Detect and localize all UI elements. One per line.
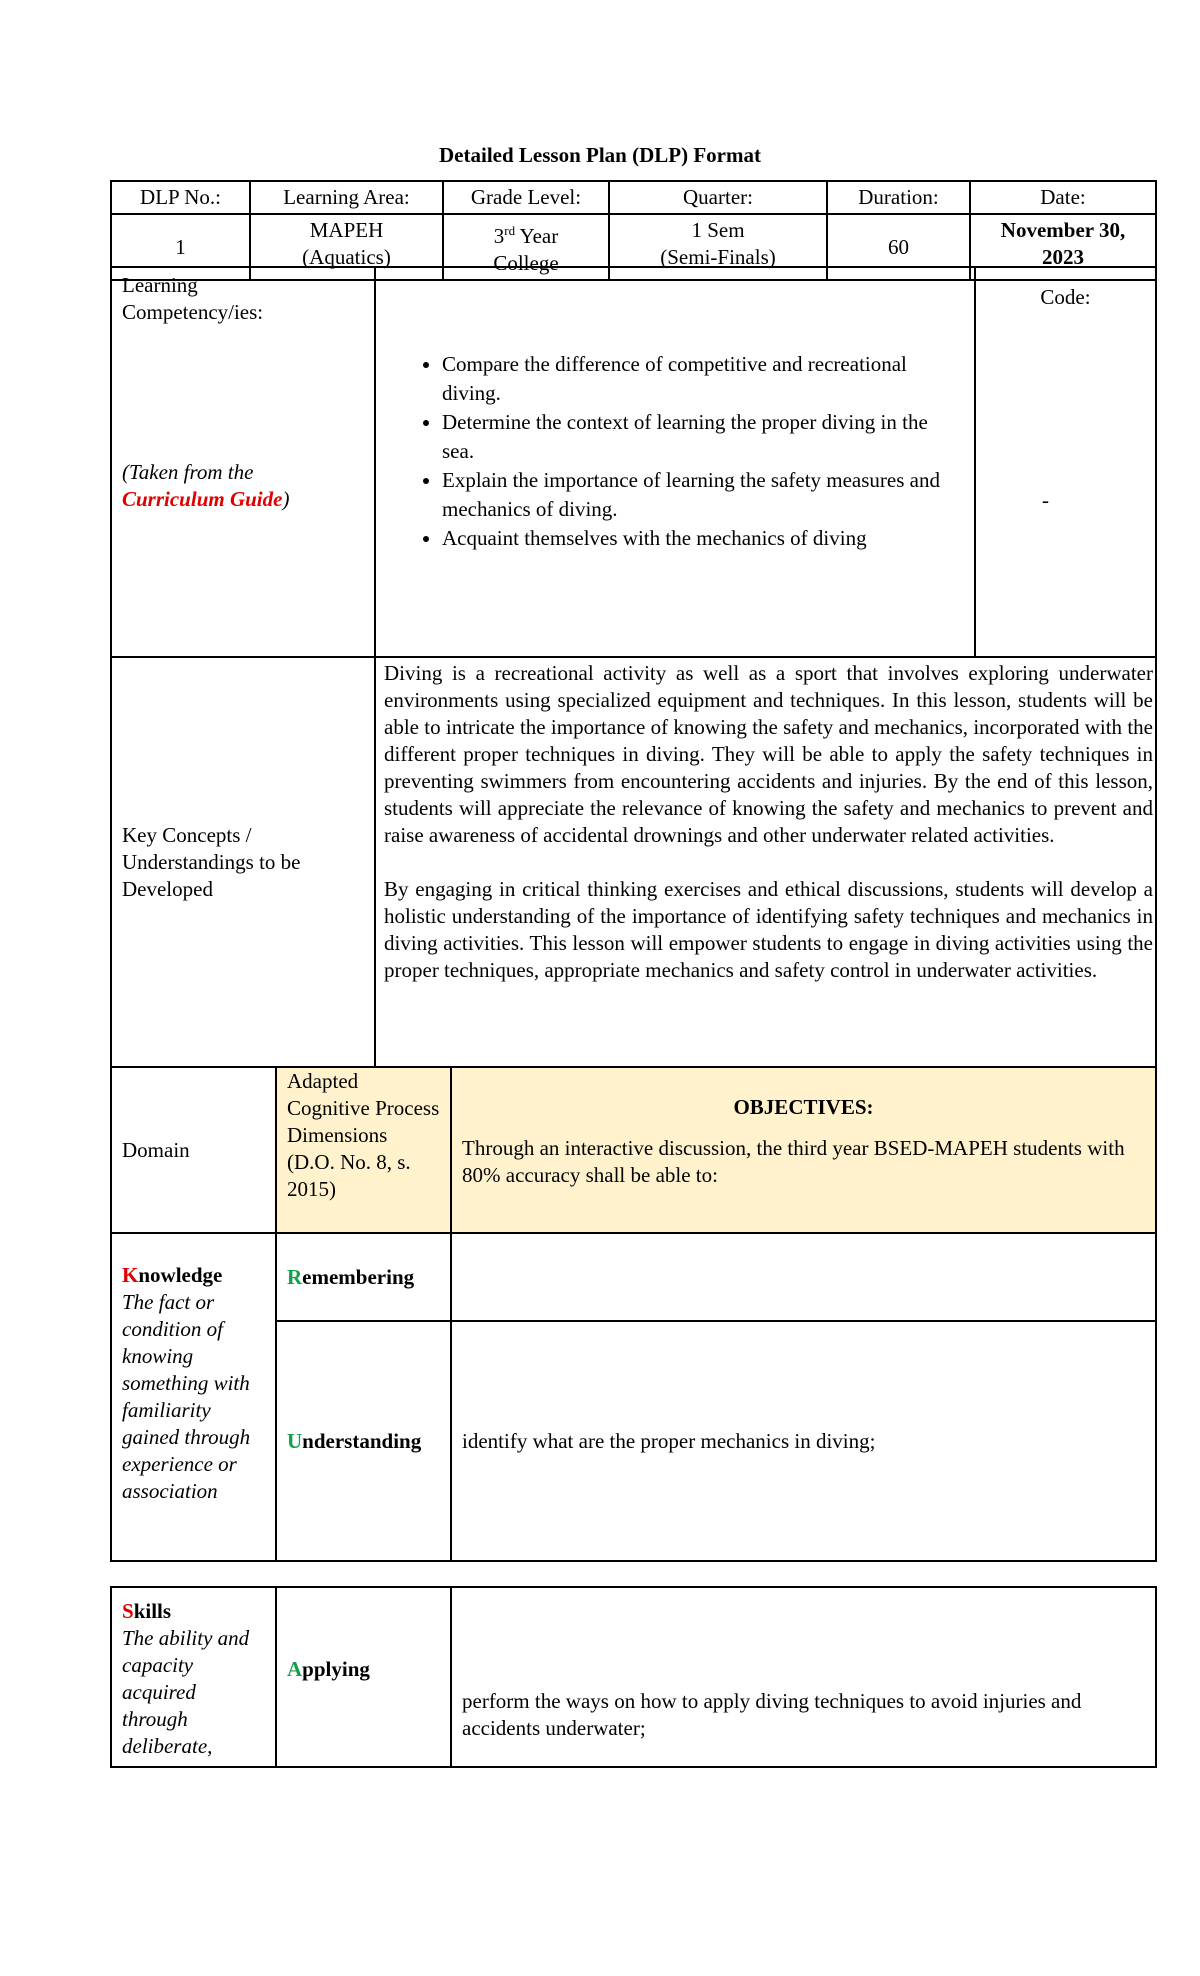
key-concepts-table: [110, 656, 1157, 1068]
curriculum-guide-text: Curriculum Guide: [122, 487, 283, 511]
date-line-1: November 30,: [1000, 218, 1126, 242]
objectives-header-cell: [451, 1067, 1156, 1233]
taken-from-prefix: (Taken from the: [122, 460, 254, 484]
code-label: Code:: [1040, 285, 1091, 309]
understanding-cell: [276, 1321, 451, 1561]
knowledge-definition: The fact or condition of knowing something with familiarity gained through experience or association: [122, 1290, 251, 1503]
key-concepts-label-cell: [111, 657, 375, 1067]
objectives-title: OBJECTIVES:: [733, 1095, 874, 1119]
skills-initial: S: [122, 1599, 134, 1623]
label-duration: Duration:: [827, 181, 970, 214]
skills-rest: kills: [133, 1599, 172, 1623]
skills-definition: The ability and capacity acquired through deliberate,: [122, 1626, 250, 1758]
competency-label-line-1: Learning: [122, 273, 198, 297]
key-concepts-label-line-3: Developed: [122, 876, 213, 901]
value-duration: 60: [827, 214, 970, 280]
knowledge-rest: nowledge: [138, 1263, 223, 1287]
code-cell: [975, 267, 1156, 657]
grade-suffix: Year: [515, 224, 559, 248]
competency-item: • Acquaint themselves with the mechanics of diving: [442, 524, 964, 553]
skills-table: [110, 1586, 1157, 1768]
applying-objective-cell: perform the ways on how to apply diving techniques to avoid injuries and accidents underwater;: [451, 1587, 1156, 1767]
key-concepts-label-line-2: Understandings to be: [122, 849, 301, 874]
key-concepts-paragraph-1: Diving is a recreational activity as well as a sport that involves exploring underwater environments using specialized equipment and techniques. In this lesson, students will be able to intricate the importance of knowing the safety and mechanics, incorporated with the different proper techniques in diving. They will be able to apply the safety techniques in preventing swimmers from encountering accidents and injuries. By the end of this lesson, students will appreciate the relevance of knowing the safety and mechanics to prevent and raise awareness of accidental drownings and other underwater related activities.: [384, 661, 1153, 847]
applying-rest: pplying: [302, 1657, 370, 1681]
understanding-initial: U: [287, 1428, 303, 1453]
remembering-rest: emembering: [302, 1264, 415, 1289]
applying-initial: A: [287, 1657, 303, 1681]
competency-label-cell: [111, 267, 375, 657]
knowledge-heading: [122, 1262, 265, 1289]
domain-label-cell: Domain: [111, 1067, 276, 1233]
quarter-line-1: 1 Sem: [691, 218, 745, 242]
document-title: Detailed Lesson Plan (DLP) Format: [439, 143, 761, 167]
key-concepts-paragraph-2: By engaging in critical thinking exercises and ethical discussions, students will develop a holistic understanding of the importance of identifying safety techniques and mechanics in diving activities. This lesson will empower students to engage in diving activities using the proper techniques, appropriate mechanics and safety control in underwater activities.: [384, 877, 1153, 982]
grade-number: 3: [493, 224, 505, 248]
key-concepts-label-line-1: Key Concepts /: [122, 822, 252, 847]
code-value: -: [1042, 488, 1049, 512]
learning-area-line-1: MAPEH: [309, 218, 384, 242]
date-line-2: 2023: [1042, 245, 1084, 269]
remembering-objective-cell: [451, 1233, 1156, 1321]
objectives-intro: Through an interactive discussion, the third year BSED-MAPEH students with 80% accuracy shall be able to:: [462, 1136, 1125, 1187]
skills-heading: [122, 1598, 265, 1625]
understanding-rest: nderstanding: [302, 1428, 422, 1453]
dimensions-label-cell: Adapted Cognitive Process Dimensions (D.O. No. 8, s. 2015): [276, 1067, 451, 1233]
grade-superscript: rd: [504, 223, 516, 238]
label-grade-level: Grade Level:: [443, 181, 609, 214]
learning-area-line-2: (Aquatics): [302, 245, 391, 269]
value-dlp-no: 1: [111, 214, 250, 280]
competency-label-line-2: Competency/ies:: [122, 300, 264, 324]
competency-table: [110, 266, 1157, 658]
taken-from-note: [122, 459, 364, 513]
label-date: Date:: [970, 181, 1156, 214]
grade-line-1: [454, 217, 598, 250]
label-quarter: Quarter:: [609, 181, 827, 214]
understanding-objective-cell: identify what are the proper mechanics in diving;: [451, 1321, 1156, 1561]
quarter-line-2: (Semi-Finals): [660, 245, 776, 269]
applying-cell: [276, 1587, 451, 1767]
competency-item: • Compare the difference of competitive and recreational diving.: [442, 350, 964, 408]
competency-item: • Determine the context of learning the proper diving in the sea.: [442, 408, 964, 466]
skills-cell: [111, 1587, 276, 1767]
competency-list: [380, 350, 964, 553]
remembering-initial: R: [287, 1264, 303, 1289]
key-concepts-text-cell: [375, 657, 1156, 1067]
label-dlp-no: DLP No.:: [111, 181, 250, 214]
grade-line-2: College: [493, 251, 559, 275]
domain-knowledge-table: [110, 1066, 1157, 1562]
competency-list-cell: [375, 267, 975, 657]
knowledge-initial: K: [122, 1263, 139, 1287]
label-learning-area: Learning Area:: [250, 181, 443, 214]
knowledge-cell: [111, 1233, 276, 1561]
competency-item: • Explain the importance of learning the safety measures and mechanics of diving.: [442, 466, 964, 524]
remembering-cell: [276, 1233, 451, 1321]
taken-from-suffix: ): [282, 487, 290, 511]
